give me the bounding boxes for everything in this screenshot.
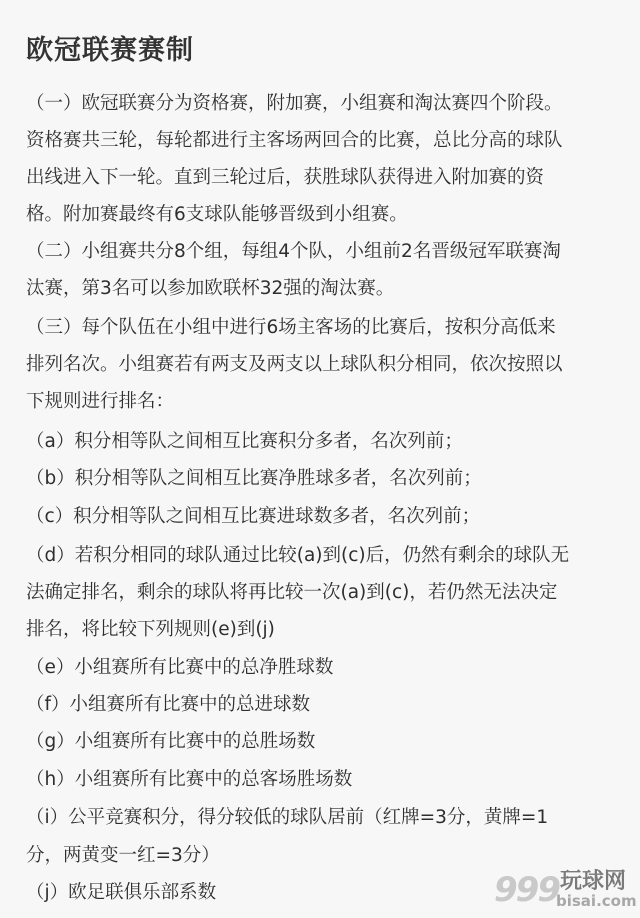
text-line: 下规则进行排名： xyxy=(26,391,175,412)
watermark-domain: bisai.com xyxy=(556,892,637,910)
watermark-number: 999 xyxy=(494,870,559,910)
text-line: 汰赛，第3名可以参加欧联杯32强的淘汰赛。 xyxy=(26,278,395,299)
text-line: 排名，将比较下列规则(e)到(j) xyxy=(26,619,275,640)
text-line: （j）欧足联俱乐部系数 xyxy=(26,882,217,903)
text-line: （c）积分相等队之间相互比赛进球数多者，名次列前； xyxy=(26,506,481,527)
text-line: （三）每个队伍在小组中进行6场主客场的比赛后，按积分高低来 xyxy=(26,317,556,338)
text-line: （b）积分相等队之间相互比赛净胜球多者，名次列前； xyxy=(26,468,482,489)
text-line: （f）小组赛所有比赛中的总进球数 xyxy=(26,694,311,715)
text-line: （二）小组赛共分8个组，每组4个队，小组前2名晋级冠军联赛淘 xyxy=(26,241,561,262)
document-title: 欧冠联赛赛制 xyxy=(26,35,194,66)
watermark-brand: 玩球网 xyxy=(560,869,627,894)
text-line: （e）小组赛所有比赛中的总净胜球数 xyxy=(26,657,334,678)
text-line: （a）积分相等队之间相互比赛积分多者，名次列前； xyxy=(26,431,463,452)
text-line: （h）小组赛所有比赛中的总客场胜场数 xyxy=(26,769,353,790)
text-line: （一）欧冠联赛分为资格赛，附加赛，小组赛和淘汰赛四个阶段。 xyxy=(26,93,563,114)
text-line: 格。附加赛最终有6支球队能够晋级到小组赛。 xyxy=(26,204,408,225)
site-watermark xyxy=(494,864,637,912)
text-line: 分，两黄变一红=3分） xyxy=(26,845,220,866)
text-line: （i）公平竞赛积分，得分较低的球队居前（红牌=3分，黄牌=1 xyxy=(26,807,549,828)
text-line: 法确定排名，剩余的球队将再比较一次(a)到(c)，若仍然无法决定 xyxy=(26,582,558,603)
text-line: 排列名次。小组赛若有两支及两支以上球队积分相同，依次按照以 xyxy=(26,354,563,375)
text-line: 资格赛共三轮，每轮都进行主客场两回合的比赛，总比分高的球队 xyxy=(26,130,563,151)
text-line: 出线进入下一轮。直到三轮过后，获胜球队获得进入附加赛的资 xyxy=(26,167,545,188)
text-line: （d）若积分相同的球队通过比较(a)到(c)后，仍然有剩余的球队无 xyxy=(26,545,570,566)
text-line: （g）小组赛所有比赛中的总胜场数 xyxy=(26,731,316,752)
